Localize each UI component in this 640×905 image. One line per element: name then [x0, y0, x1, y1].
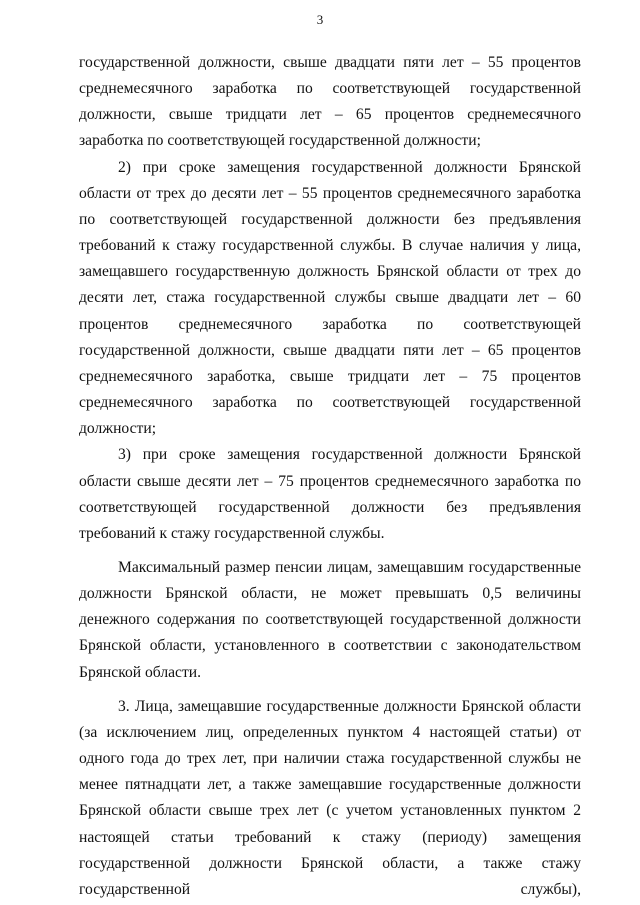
paragraph-item-2: 2) при сроке замещения государственной должности Брянской области от трех до десяти лет – 55 процентов среднемесячного заработка по соответствующей государственной должности без предъявления требований к стажу государственной службы. В случае наличия у лица, замещавшего государственную должность Брянской области от трех до десяти лет, стажа государственной службы свыше двадцати лет – 60 процентов среднемесячного заработка по соответствующей государственной должности, свыше двадцати пяти лет – 65 процентов среднемесячного заработка, свыше тридцати лет – 75 процентов среднемесячного заработка по соответствующей государственной должности; [79, 158, 581, 438]
paragraph-section-3: 3. Лица, замещавшие государственные должности Брянской области (за исключением лиц, определенных пунктом 4 настоящей статьи) от одного года до трех лет, при наличии стажа государственной службы не менее пятнадцати лет, а также замещавшие государственные должности Брянской области свыше трех лет (с учетом установленных пунктом 2 настоящей статьи требований к стажу (периоду) замещения государственной должности Брянской области, а также стажу государственной службы), [79, 697, 581, 898]
paragraph-item-3: 3) при сроке замещения государственной должности Брянской области свыше десяти лет – 75 процентов среднемесячного заработка по соответствующей государственной должности без предъявления требований к стажу государственной службы. [79, 446, 581, 542]
paragraph-max-pension: Максимальный размер пенсии лицам, замещавшим государственные должности Брянской области, не может превышать 0,5 величины денежного содержания по соответствующей государственной должности Брянской области, установленного в соответствии с законодательством Брянской области. [79, 558, 581, 681]
page-number: 3 [316, 12, 324, 27]
paragraph-continuation: государственной должности, свыше двадцати пяти лет – 55 процентов среднемесячного заработка по соответствующей государственной должности, свыше тридцати лет – 65 процентов среднемесячного заработка по соответствующей государственной должности; [79, 54, 581, 150]
document-body [79, 50, 581, 903]
